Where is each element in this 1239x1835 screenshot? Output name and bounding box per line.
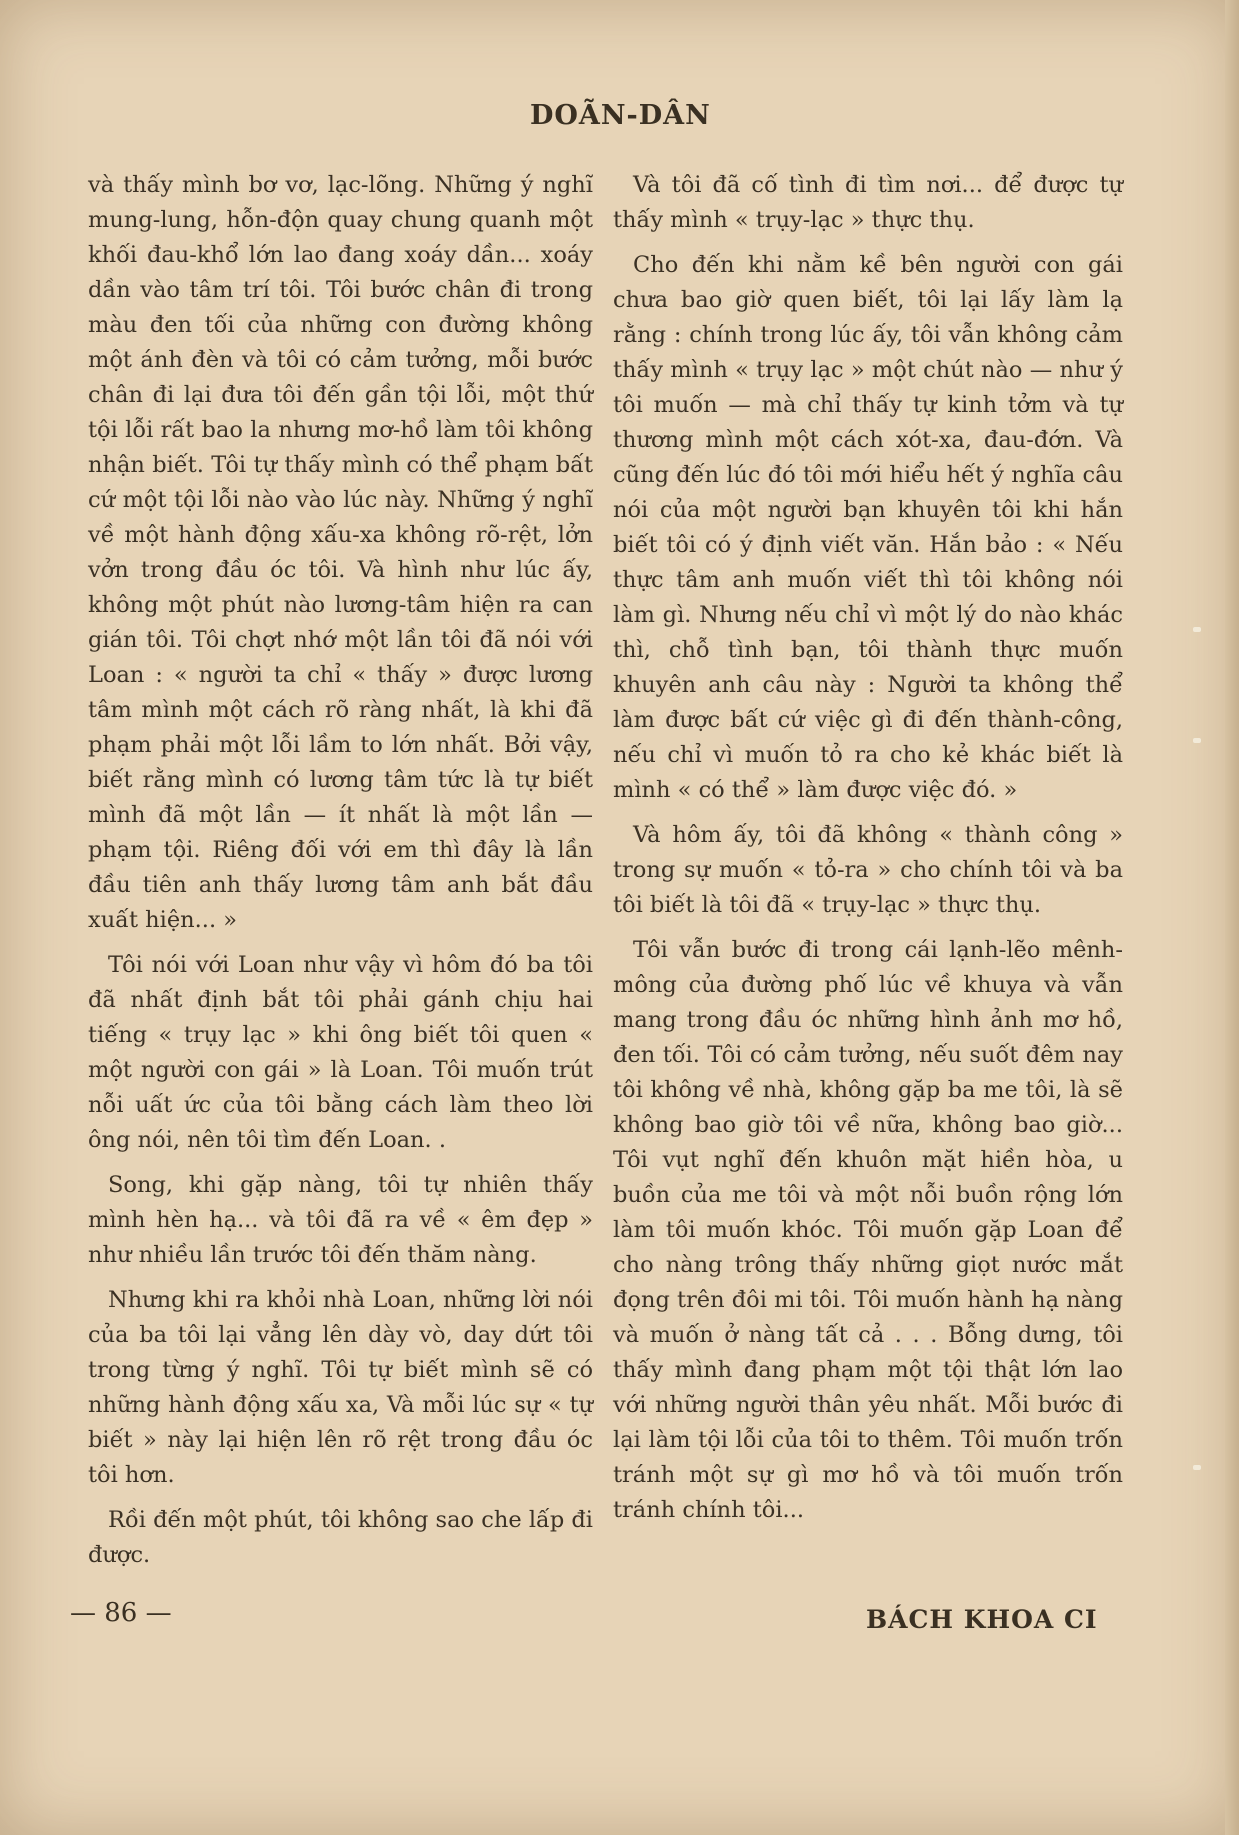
paragraph: Và hôm ấy, tôi đã không « thành công » trong sự muốn « tỏ-ra » cho chính tôi và ba tôi biết là tôi đã « trụy-lạc » thực thụ. [613,822,1123,918]
page-number: — 86 — [70,1598,172,1628]
paragraph: Rồi đến một phút, tôi không sao che lấp đi được. [88,1507,593,1568]
right-column [613,168,1123,1538]
paragraph: Cho đến khi nằm kề bên người con gái chưa bao giờ quen biết, tôi lại lấy làm lạ rằng : chính trong lúc ấy, tôi vẫn không cảm thấy mình « trụy lạc » một chút nào — như ý tôi muốn — mà chỉ thấy tự kinh tởm và tự thương mình một cách xót-xa, đau-đớn. Và cũng đến lúc đó tôi mới hiểu hết ý nghĩa câu nói của một người bạn khuyên tôi khi hắn biết tôi có ý định viết văn. Hắn bảo : « Nếu thực tâm anh muốn viết thì tôi không nói làm gì. Nhưng nếu chỉ vì một lý do nào khác thì, chỗ tình bạn, tôi thành thực muốn khuyên anh câu này : Người ta không thể làm được bất cứ việc gì đi đến thành-công, nếu chỉ vì muốn tỏ ra cho kẻ khác biết là mình « có thể » làm được việc đó. » [613,252,1123,803]
paragraph: Tôi vẫn bước đi trong cái lạnh-lẽo mênh-mông của đường phố lúc về khuya và vẫn mang trong đầu óc những hình ảnh mơ hồ, đen tối. Tôi có cảm tưởng, nếu suốt đêm nay tôi không về nhà, không gặp ba me tôi, là sẽ không bao giờ tôi về nữa, không bao giờ... Tôi vụt nghĩ đến khuôn mặt hiền hòa, u buồn của me tôi và một nỗi buồn rộng lớn làm tôi muốn khóc. Tôi muốn gặp Loan để cho nàng trông thấy những giọt nước mắt đọng trên đôi mi tôi. Tôi muốn hành hạ nàng và muốn ở nàng tất cả . . . Bỗng dưng, tôi thấy mình đang phạm một tội thật lớn lao với những người thân yêu nhất. Mỗi bước đi lại làm tội lỗi của tôi to thêm. Tôi muốn trốn tránh một sự gì mơ hồ và tôi muốn trốn tránh chính tôi... [613,937,1123,1523]
paragraph: Nhưng khi ra khỏi nhà Loan, những lời nói của ba tôi lại vẳng lên dày vò, day dứt tôi trong từng ý nghĩ. Tôi tự biết mình sẽ có những hành động xấu xa, Và mỗi lúc sự « tự biết » này lại hiện lên rõ rệt trong đầu óc tôi hơn. [88,1287,593,1488]
binding-mark [1193,738,1201,743]
binding-mark [1193,627,1201,632]
paragraph: Tôi nói với Loan như vậy vì hôm đó ba tôi đã nhất định bắt tôi phải gánh chịu hai tiếng « trụy lạc » khi ông biết tôi quen « một người con gái » là Loan. Tôi muốn trút nỗi uất ức của tôi bằng cách làm theo lời ông nói, nên tôi tìm đến Loan. . [88,952,593,1153]
paragraph: và thấy mình bơ vơ, lạc-lõng. Những ý nghĩ mung-lung, hỗn-độn quay chung quanh một khối đau-khổ lớn lao đang xoáy dần... xoáy dần vào tâm trí tôi. Tôi bước chân đi trong màu đen tối của những con đường không một ánh đèn và tôi có cảm tưởng, mỗi bước chân đi lại đưa tôi đến gần tội lỗi, một thứ tội lỗi rất bao la nhưng mơ-hồ làm tôi không nhận biết. Tôi tự thấy mình có thể phạm bất cứ một tội lỗi nào vào lúc này. Những ý nghĩ về một hành động xấu-xa không rõ-rệt, lởn vởn trong đầu óc tôi. Và hình như lúc ấy, không một phút nào lương-tâm hiện ra can gián tôi. Tôi chợt nhớ một lần tôi đã nói với Loan : « người ta chỉ « thấy » được lương tâm mình một cách rõ ràng nhất, là khi đã phạm phải một lỗi lầm to lớn nhất. Bởi vậy, biết rằng mình có lương tâm tức là tự biết mình đã một lần — ít nhất là một lần — phạm tội. Riêng đối với em thì đây là lần đầu tiên anh thấy lương tâm anh bắt đầu xuất hiện... » [88,172,593,933]
left-column [88,168,593,1583]
publication-name: BÁCH KHOA CI [866,1605,1098,1634]
paragraph: Và tôi đã cố tình đi tìm nơi... để được tự thấy mình « trụy-lạc » thực thụ. [613,172,1123,233]
page-edge [1225,0,1239,1835]
binding-mark [1193,1465,1201,1470]
author-header: DOÃN-DÂN [530,100,711,131]
paragraph: Song, khi gặp nàng, tôi tự nhiên thấy mình hèn hạ... và tôi đã ra về « êm đẹp » như nhiều lần trước tôi đến thăm nàng. [88,1172,593,1268]
